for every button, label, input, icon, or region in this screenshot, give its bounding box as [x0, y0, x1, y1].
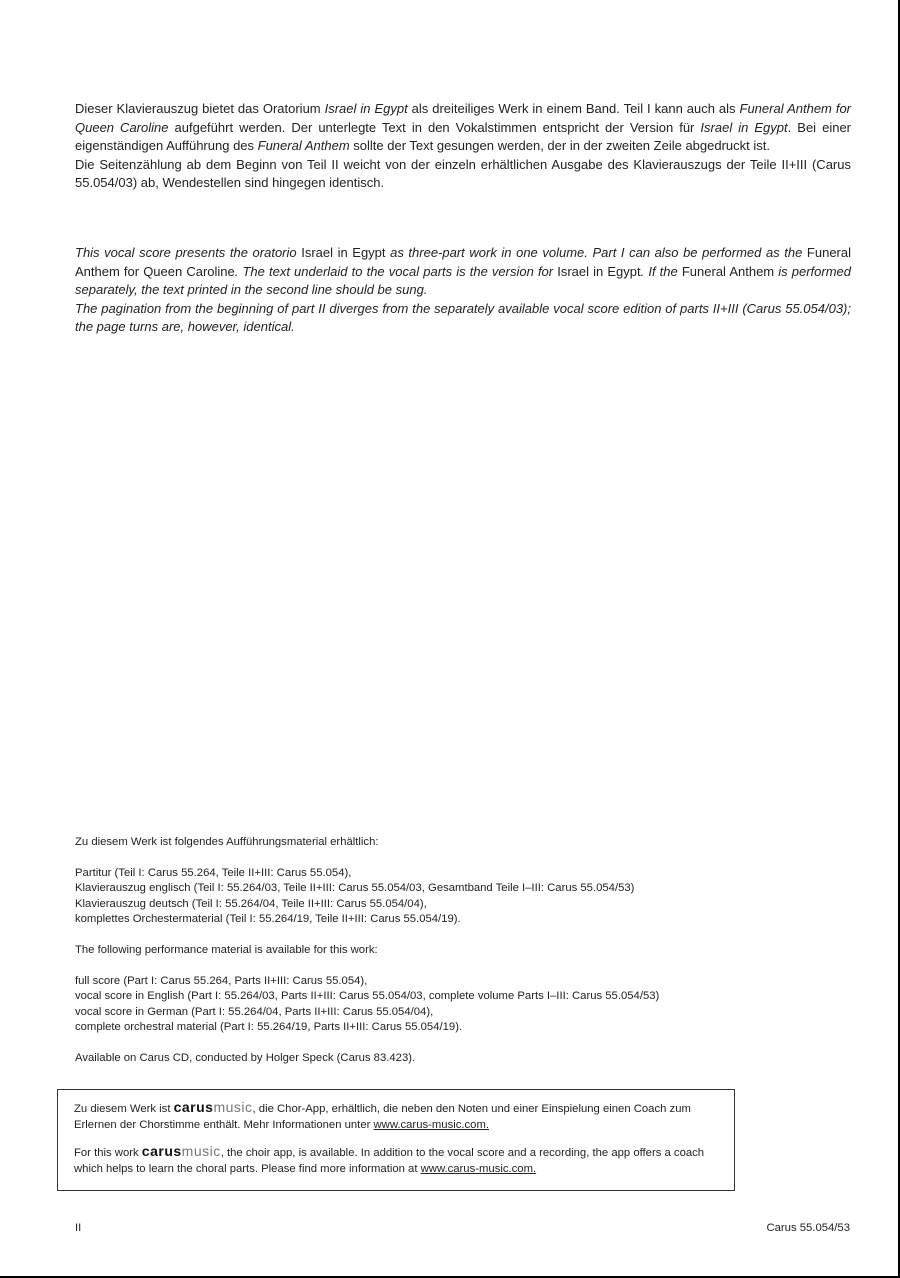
- carus-music-link[interactable]: www.carus-music.com.: [373, 1118, 490, 1131]
- carus-music-app-box: [57, 1089, 735, 1191]
- list-item: vocal score in English (Part I: 55.264/03, Parts II+III: Carus 55.054/03, complete volume Parts I–III: Carus 55.054/53): [75, 990, 660, 1003]
- app-note-german: [74, 1100, 718, 1133]
- carus-logo: carus: [173, 1099, 214, 1115]
- intro-german-paragraph-2: Die Seitenzählung ab dem Beginn von Teil II weicht von der einzeln erhältlichen Ausgabe des Klavierauszugs der Teile II+III (Carus 55.054/03) ab, Wendestellen sind hingegen identisch.: [75, 156, 851, 191]
- text-run: . If the: [640, 263, 682, 279]
- music-logo: music: [181, 1143, 221, 1160]
- list-item: full score (Part I: Carus 55.264, Parts II+III: Carus 55.054),: [75, 974, 368, 987]
- page-number: II: [75, 1222, 82, 1234]
- intro-english: [75, 244, 851, 337]
- intro-english-paragraph-2: The pagination from the beginning of part II diverges from the separately available vocal score edition of parts II+III (Carus 55.054/03); the page turns are, however, identical.: [75, 300, 851, 335]
- text-run: is performed separately, the text printed in the second line should be sung.: [75, 263, 851, 298]
- text-run: . The text underlaid to the vocal parts is the version for: [234, 263, 558, 279]
- music-logo: music: [213, 1099, 253, 1115]
- text-run: Dieser Klavierauszug bietet das Oratorium: [75, 101, 325, 116]
- performance-material: [75, 835, 851, 1067]
- work-title: Funeral Anthem for Queen Caroline: [75, 101, 852, 135]
- list-item: Klavierauszug deutsch (Teil I: 55.264/04, Teile II+III: Carus 55.054/04),: [75, 897, 427, 910]
- list-item: complete orchestral material (Part I: 55.264/19, Parts II+III: Carus 55.054/19).: [75, 1021, 463, 1034]
- text-run: als dreiteiliges Werk in einem Band. Teil I kann auch als: [407, 101, 740, 116]
- text-run: , die Chor-App, erhältlich, die neben den Noten und einer Einspielung einen Coach zum Erlernen der Chorstimme enthält. Mehr Informationen unter: [74, 1103, 691, 1131]
- text-run: , the choir app, is available. In addition to the vocal score and a recording, the app offers a coach which helps to learn the choral parts. Please find more information at: [74, 1147, 705, 1175]
- material-german-heading: Zu diesem Werk ist folgendes Aufführungsmaterial erhältlich:: [75, 836, 379, 848]
- list-item: komplettes Orchestermaterial (Teil I: 55.264/19, Teile II+III: Carus 55.054/19).: [75, 913, 461, 926]
- material-english-heading: The following performance material is available for this work:: [75, 943, 378, 956]
- work-title: Israel in Egypt: [700, 119, 788, 135]
- edition-number: Carus 55.054/53: [766, 1222, 850, 1234]
- list-item: vocal score in German (Part I: 55.264/04, Parts II+III: Carus 55.054/04),: [75, 1005, 434, 1018]
- work-title: Israel in Egypt: [557, 263, 641, 279]
- carus-music-link[interactable]: www.carus-music.com.: [420, 1162, 537, 1175]
- text-run: as three-part work in one volume. Part I can also be performed as the: [385, 245, 807, 260]
- list-item: Partitur (Teil I: Carus 55.264, Teile II+III: Carus 55.054),: [75, 866, 352, 879]
- material-english-list: [75, 974, 851, 1036]
- app-note-english: [74, 1144, 718, 1177]
- intro-german: [75, 100, 851, 193]
- carus-logo: carus: [141, 1143, 182, 1160]
- text-run: This vocal score presents the oratorio: [75, 245, 302, 260]
- material-german-list: [75, 866, 851, 928]
- work-title: Funeral Anthem for Queen Caroline: [75, 245, 851, 279]
- text-run: For this work: [74, 1147, 142, 1160]
- list-item: Klavierauszug englisch (Teil I: 55.264/03, Teile II+III: Carus 55.054/03, Gesamtband Teile I–III: Carus 55.054/53): [75, 882, 635, 895]
- work-title: Funeral Anthem: [257, 138, 350, 154]
- text-run: . Bei einer eigenständigen Aufführung des: [75, 119, 852, 154]
- text-run: sollte der Text gesungen werden, der in der zweiten Zeile abgedruckt ist.: [349, 138, 770, 154]
- text-run: aufgeführt werden. Der unterlegte Text in den Vokalstimmen entspricht der Version für: [168, 119, 701, 135]
- cd-note: Available on Carus CD, conducted by Holger Speck (Carus 83.423).: [75, 1051, 416, 1064]
- intro-english-paragraph-1: [75, 244, 851, 300]
- work-title: Funeral Anthem: [681, 263, 775, 279]
- work-title: Israel in Egypt: [301, 245, 386, 260]
- intro-german-paragraph-1: [75, 100, 851, 156]
- text-run: Zu diesem Werk ist: [74, 1103, 174, 1115]
- work-title: Israel in Egypt: [324, 101, 408, 116]
